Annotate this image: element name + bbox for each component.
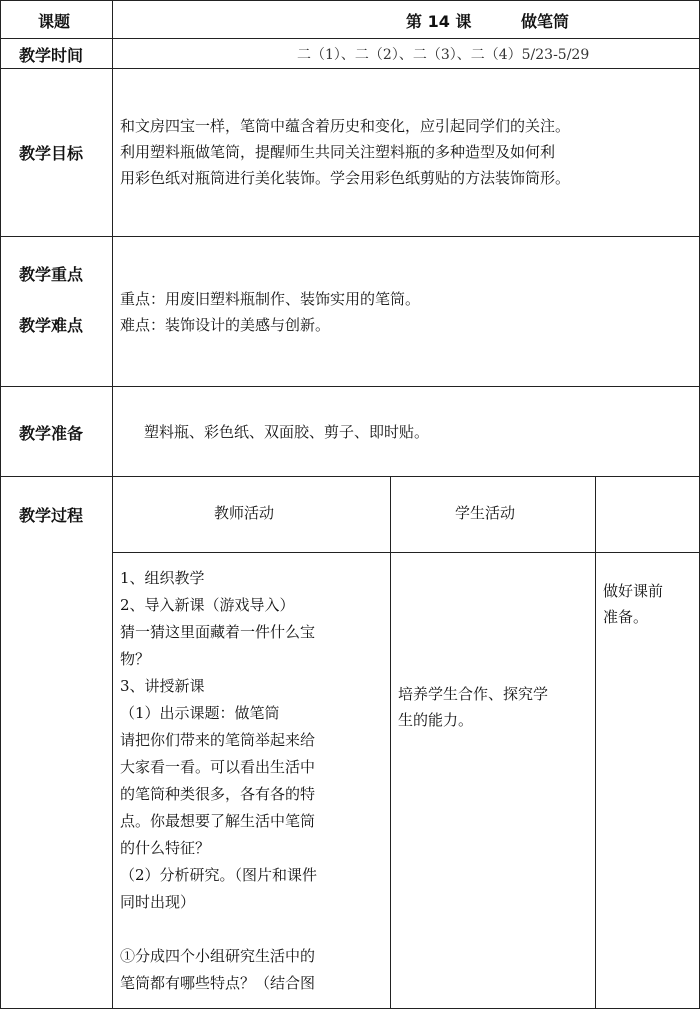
goal-line: 利用塑料瓶做笔筒，提醒师生共同关注塑料瓶的多种造型及如何利 bbox=[120, 143, 556, 161]
teacher-activity-line: （1）出示课题：做笔筒 bbox=[120, 704, 280, 722]
goal-line: 和文房四宝一样，笔筒中蕴含着历史和变化，应引起同学们的关注。 bbox=[120, 117, 571, 135]
grid-line bbox=[390, 476, 391, 1009]
teacher-activity-line: 的笔筒种类很多，各有各的特 bbox=[120, 785, 316, 803]
student-activity-line: 生的能力。 bbox=[398, 711, 474, 729]
teaching-time-value: 二（1）、二（2）、二（3）、二（4）5/23-5/29 bbox=[297, 47, 590, 63]
lesson-number: 第 14 课 bbox=[406, 12, 472, 31]
lesson-title: 做笔筒 bbox=[521, 12, 570, 31]
teacher-activity-line: 1、组织教学 bbox=[120, 569, 205, 587]
preparation-label: 教学准备 bbox=[19, 424, 84, 443]
key-point-text: 重点：用废旧塑料瓶制作、装饰实用的笔筒。 bbox=[120, 290, 421, 308]
grid-line bbox=[0, 236, 700, 237]
process-label: 教学过程 bbox=[19, 506, 84, 525]
goal-line: 用彩色纸对瓶筒进行美化装饰。学会用彩色纸剪贴的方法装饰筒形。 bbox=[120, 169, 571, 187]
grid-line bbox=[112, 0, 113, 1009]
difficulty-text: 难点：装饰设计的美感与创新。 bbox=[120, 316, 331, 334]
teacher-activity-header: 教师活动 bbox=[214, 504, 275, 522]
remark-line: 准备。 bbox=[603, 608, 649, 626]
teaching-goal-label: 教学目标 bbox=[19, 144, 84, 163]
topic-label: 课题 bbox=[38, 12, 71, 31]
teacher-activity-line: 的什么特征？ bbox=[120, 839, 211, 857]
teacher-activity-line: 猜一猜这里面藏着一件什么宝 bbox=[120, 623, 316, 641]
student-activity-line: 培养学生合作、探究学 bbox=[398, 685, 549, 703]
teacher-activity-line: 请把你们带来的笔筒举起来给 bbox=[120, 731, 316, 749]
teaching-time-label: 教学时间 bbox=[19, 46, 84, 65]
grid-line bbox=[0, 386, 700, 387]
teacher-activity-line: 物？ bbox=[120, 650, 151, 668]
grid-line bbox=[112, 552, 700, 553]
difficulty-label: 教学难点 bbox=[19, 316, 84, 335]
grid-line bbox=[0, 68, 700, 69]
teacher-activity-line: 2、导入新课（游戏导入） bbox=[120, 596, 295, 614]
teacher-activity-line: 笔筒都有哪些特点？（结合图 bbox=[120, 974, 316, 992]
grid-line bbox=[0, 38, 700, 39]
remark-line: 做好课前 bbox=[603, 582, 664, 600]
teacher-activity-line: 3、讲授新课 bbox=[120, 677, 205, 695]
preparation-text: 塑料瓶、彩色纸、双面胶、剪子、即时贴。 bbox=[144, 423, 430, 441]
teacher-activity-line: 点。你最想要了解生活中笔筒 bbox=[120, 812, 316, 830]
key-point-label: 教学重点 bbox=[19, 265, 84, 284]
student-activity-header: 学生活动 bbox=[455, 504, 516, 522]
teacher-activity-line: 大家看一看。可以看出生活中 bbox=[120, 758, 316, 776]
grid-line bbox=[0, 0, 1, 1009]
grid-line bbox=[0, 0, 700, 1]
teacher-activity-line: 同时出现） bbox=[120, 893, 196, 911]
teacher-activity-line: （2）分析研究。（图片和课件 bbox=[120, 866, 318, 884]
teacher-activity-line: ①分成四个小组研究生活中的 bbox=[120, 947, 316, 965]
grid-line bbox=[595, 476, 596, 1009]
